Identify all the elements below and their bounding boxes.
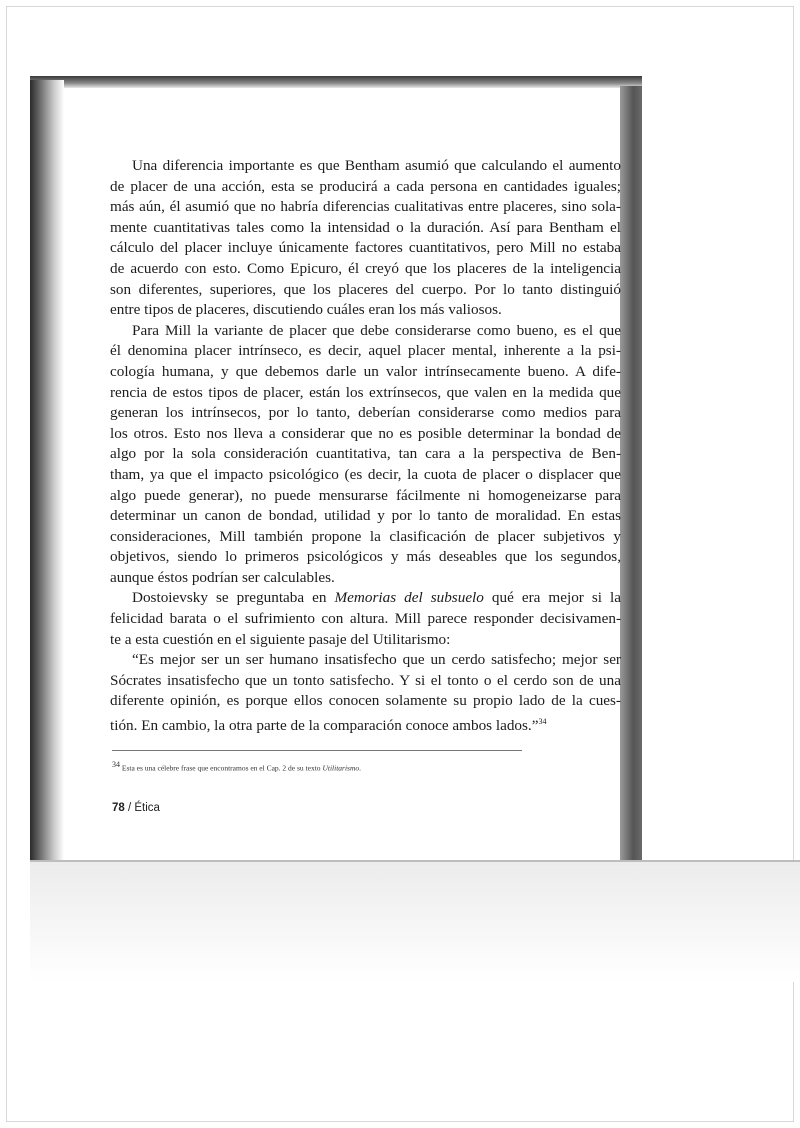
text-line: Sócrates insatisfecho que un tonto satisfecho. Y si el tonto o el cerdo son de una	[110, 671, 621, 689]
paragraph-mill	[110, 321, 621, 589]
footnote-end: .	[359, 763, 361, 773]
text-line: objetivos, siendo lo primeros psicológicos y más deseables que los segundos,	[110, 548, 621, 566]
text-line: de placer de una acción, esta se producirá a cada persona en cantidades iguales;	[110, 177, 621, 195]
text-line: cálculo del placer incluye únicamente factores cuantitativos, pero Mill no estaba	[110, 239, 621, 257]
footnote-divider	[112, 750, 522, 751]
folio-separator: /	[124, 802, 135, 814]
text-line: entre tipos de placeres, discutiendo cuáles eran los más valiosos.	[110, 301, 502, 319]
text-line: aunque éstos podrían ser calculables.	[110, 568, 335, 586]
section-name: Ética	[134, 802, 160, 814]
text-line: Para Mill la variante de placer que debe considerarse como bueno, es el que	[132, 321, 621, 339]
book-title: Memorias del subsuelo	[334, 589, 484, 607]
text-line: más aún, él asumió que no habría diferencias cualitativas entre placeres, sino sola-	[110, 198, 621, 216]
scan-background	[30, 862, 800, 982]
text-line: él denomina placer intrínseco, es decir, aquel placer mental, inherente a la psi-	[110, 342, 621, 360]
text-line: mente cuantitativas tales como la intensidad o la duración. Así para Bentham el	[110, 218, 621, 236]
text-line: tham, ya que el impacto psicológico (es decir, la cuota de placer o displacer que	[110, 465, 621, 483]
text-line: cología humana, y que debemos darle un valor intrínsecamente bueno. A dife-	[110, 362, 621, 380]
text-line	[110, 712, 621, 737]
text-line: Una diferencia importante es que Bentham asumió que calculando el aumento	[132, 157, 621, 174]
text-line: de acuerdo con esto. Como Epicuro, él creyó que los placeres de la inteligencia	[110, 259, 621, 277]
text: Dostoievsky se preguntaba en	[132, 589, 335, 607]
text-line: te a esta cuestión en el siguiente pasaje del Utilitarismo:	[110, 630, 451, 648]
text-line: algo puede generar), no puede mensurarse fácilmente ni homogeneizarse para	[110, 486, 621, 504]
footnote-title: Utilitarismo	[322, 763, 360, 773]
text-line: son diferentes, superiores, que los placeres del cuerpo. Por lo tanto distinguió	[110, 280, 621, 298]
text-line: generan los intrínsecos, por lo tanto, deberían considerarse como medios para	[110, 404, 621, 422]
body-text	[110, 156, 621, 737]
page-number: 78	[112, 802, 125, 814]
text-line: felicidad barata o el sufrimiento con altura. Mill parece responder decisivamen-	[110, 610, 621, 628]
text-line: rencia de estos tipos de placer, están los extrínsecos, que valen en la medida que	[110, 383, 621, 401]
scan-shadow-right	[620, 86, 642, 862]
text-line: determinar un canon de bondad, utilidad y por lo tanto de moralidad. En estas	[110, 507, 621, 525]
text-line: algo por la sola consideración cuantitativa, tan cara a la perspectiva de Ben-	[110, 445, 621, 463]
paragraph-dostoievsky	[110, 588, 621, 650]
text: tión. En cambio, la otra parte de la comparación conoce ambos lados.”	[110, 717, 539, 735]
text-line: los otros. Esto nos lleva a considerar que no es posible determinar la bondad de	[110, 424, 621, 442]
footnote-ref[interactable]: 34	[538, 717, 547, 727]
footnote-text: Esta es una célebre frase que encontramos en el Cap. 2 de su texto	[121, 763, 323, 773]
scan-shadow-top	[30, 76, 642, 88]
scan-shadow-left	[30, 80, 64, 862]
footnote-number: 34	[112, 760, 120, 769]
text-line: “Es mejor ser un ser humano insatisfecho que un cerdo satisfecho; mejor ser	[132, 651, 621, 669]
page-folio	[112, 802, 160, 814]
footnote	[112, 760, 361, 773]
paragraph-bentham	[110, 156, 621, 321]
text: qué era mejor si la	[483, 589, 621, 607]
text-line	[110, 588, 621, 609]
quotation	[110, 650, 621, 712]
text-line: diferente opinión, es porque ellos conocen solamente su propio lado de la cues-	[110, 692, 621, 710]
text-line: consideraciones, Mill también propone la clasificación de placer subjetivos y	[110, 527, 621, 545]
